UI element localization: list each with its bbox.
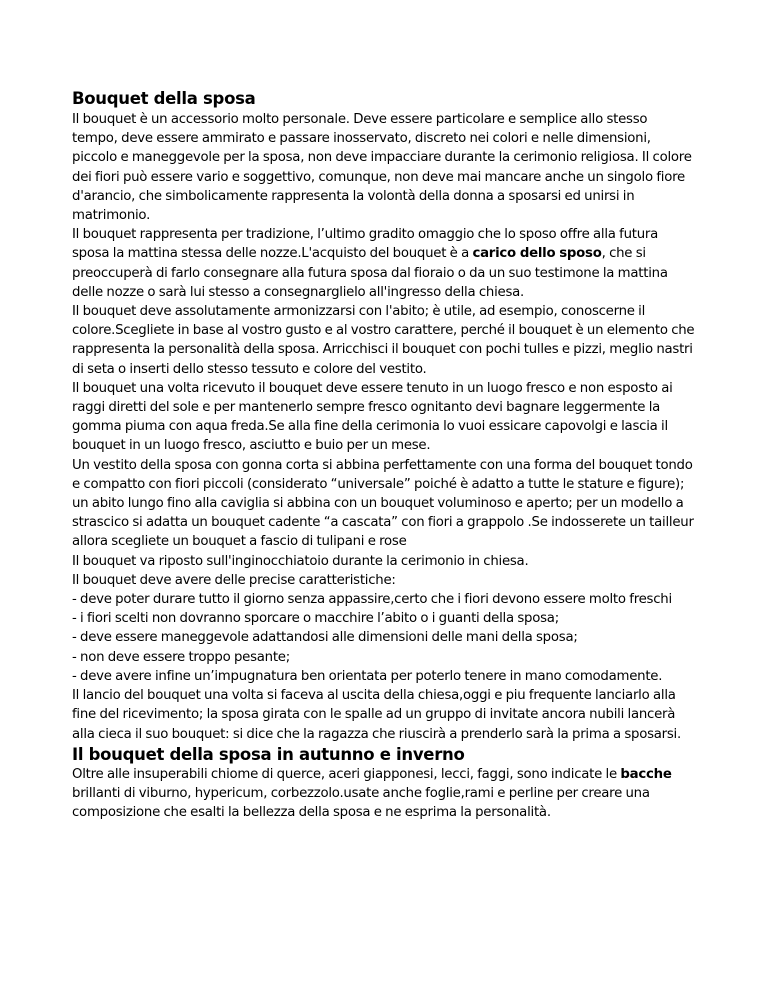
paragraph-tradition [72, 225, 696, 302]
section-title-autumn-winter: Il bouquet della sposa in autunno e inverno [72, 744, 465, 764]
paragraph-harmony: Il bouquet deve assolutamente armonizzarsi con l'abito; è utile, ad esempio, conoscerne il colore.Scegliete in base al vostro gusto e al vostro carattere, perché il bouquet è un elemento che rappresenta la personalità della sposa. Arricchisci il bouquet con pochi tulles e pizzi, meglio nastri di seta o inserti dello stesso tessuto e colore del vestito. [72, 304, 695, 377]
paragraph-tradition-bold: carico dello sposo [472, 246, 602, 262]
paragraph-autumn-text-end: brillanti di viburno, hypericum, corbezzolo.usate anche foglie,rami e perline per creare una composizione che esalti la bellezza della sposa e ne esprima la personalità. [72, 785, 650, 821]
list-item: - i fiori scelti non dovranno sporcare o macchire l’abito o i guanti della sposa; [72, 611, 559, 627]
paragraph-tradition-text-start: Il bouquet rappresenta per tradizione, l’ultimo gradito omaggio che lo sposo offre alla futura sposa la mattina stessa delle nozze.L'acquisto del bouquet è a [72, 227, 659, 262]
paragraph-dress: Un vestito della sposa con gonna corta si abbina perfettamente con una forma del bouquet tondo e compatto con fiori piccoli (considerato “universale” poiché è adatto a tutte le stature e figure); un abito lungo fino alla caviglia si abbina con un bouquet voluminoso e aperto; per un modello a strascico si adatta un bouquet cadente “a cascata” con fiori a grappolo .Se indosserete un tailleur allora scegliete un bouquet a fascio di tulipani e rose [72, 457, 694, 550]
paragraph-autumn-winter [72, 765, 696, 823]
paragraph-toss: Il lancio del bouquet una volta si faceva al uscita della chiesa,oggi e piu frequente lanciarlo alla fine del ricevimento; la sposa girata con le spalle ad un gruppo di invitate ancora nubili lancerà alla cieca il suo bouquet: si dice che la ragazza che riuscirà a prenderlo sarà la prima a sposarsi. [72, 688, 681, 742]
paragraph-autumn-text-start: Oltre alle insuperabili chiome di querce, aceri giapponesi, lecci, faggi, sono indicate le [72, 766, 621, 782]
paragraph-features-intro: Il bouquet deve avere delle precise caratteristiche: [72, 572, 396, 588]
document-page [72, 88, 696, 822]
paragraph-tradition-text-end: , che si preoccuperà di farlo consegnare alla futura sposa dal fioraio o da un suo testimone la mattina delle nozze o sarà lui stesso a consegnarglielo all'ingresso della chiesa. [72, 246, 668, 300]
list-item: - deve essere maneggevole adattandosi alle dimensioni delle mani della sposa; [72, 630, 578, 646]
paragraph-intro: Il bouquet è un accessorio molto personale. Deve essere particolare e semplice allo stesso tempo, deve essere ammirato e passare inosservato, discreto nei colori e nelle dimensioni, piccolo e maneggevole per la sposa, non deve impacciare durante la cerimonio religiosa. Il colore dei fiori può essere vario e soggettivo, comunque, non deve mai mancare anche un singolo fiore d'arancio, che simbolicamente rappresenta la volontà della donna a sposarsi ed unirsi in matrimonio. [72, 112, 692, 224]
list-item: - non deve essere troppo pesante; [72, 649, 290, 665]
paragraph-autumn-bold: bacche [620, 766, 672, 782]
document-title: Bouquet della sposa [72, 89, 256, 108]
paragraph-care: Il bouquet una volta ricevuto il bouquet deve essere tenuto in un luogo fresco e non esposto ai raggi diretti del sole e per mantenerlo sempre fresco ognitanto devi bagnare leggermente la gomma piuma con aqua freda.Se alla fine della cerimonia lo vuoi essicare capovolgi e lascia il bouquet in un luogo fresco, asciutto e buio per un mese. [72, 380, 673, 454]
paragraph-placement: Il bouquet va riposto sull'inginocchiatoio durante la cerimonio in chiesa. [72, 553, 529, 569]
list-item: - deve poter durare tutto il giorno senza appassire,certo che i fiori devono essere molto freschi [72, 592, 672, 608]
list-item: - deve avere infine un’impugnatura ben orientata per poterlo tenere in mano comodamente. [72, 668, 663, 684]
